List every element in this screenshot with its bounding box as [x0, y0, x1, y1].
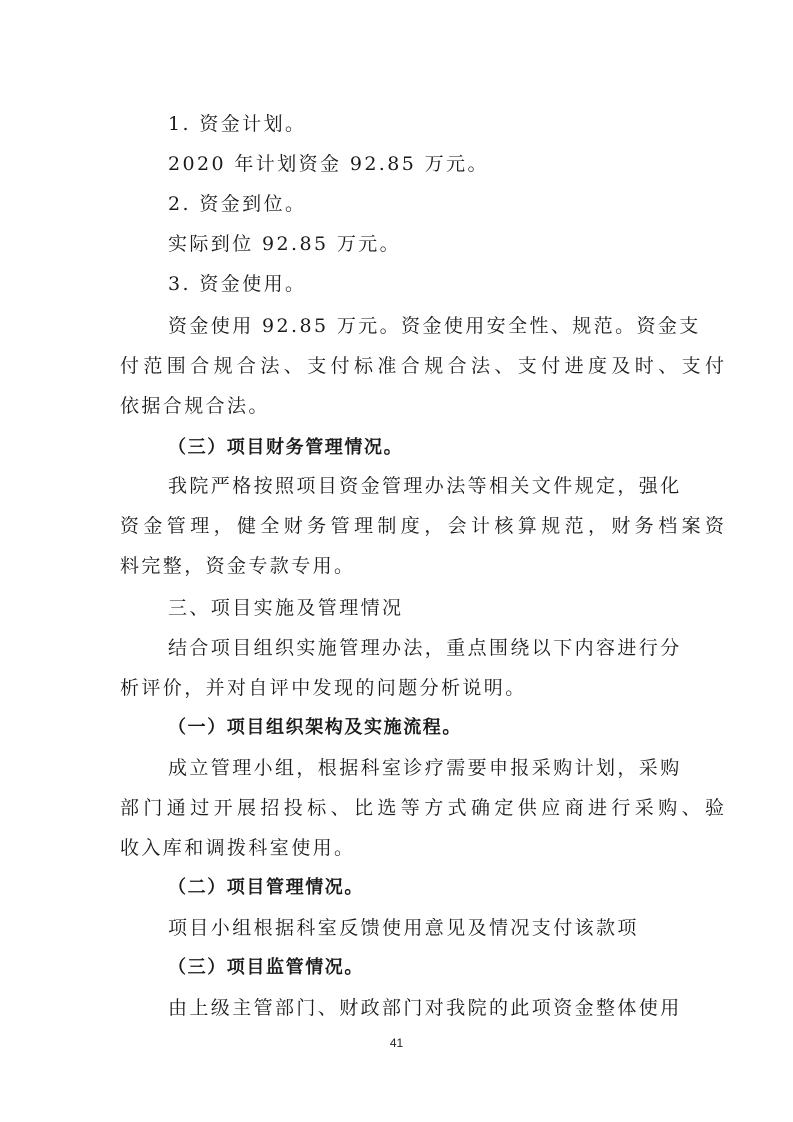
heading-supervision: （三）项目监管情况。: [168, 957, 364, 978]
item-1-fund-plan: 1. 资金计划。: [168, 113, 307, 135]
fund-usage-text-line2: 付范围合规合法、支付标准合规合法、支付进度及时、支付: [120, 355, 729, 377]
financial-management-text-line3: 料完整，资金专款专用。: [120, 555, 356, 577]
implementation-text-line2: 析评价，并对自评中发现的问题分析说明。: [120, 677, 527, 699]
item-3-fund-usage: 3. 资金使用。: [168, 273, 307, 295]
supervision-text: 由上级主管部门、财政部门对我院的此项资金整体使用: [168, 997, 682, 1019]
financial-management-text-line2: 资金管理，健全财务管理制度，会计核算规范，财务档案资: [120, 515, 729, 537]
project-management-text: 项目小组根据科室反馈使用意见及情况支付该款项: [168, 917, 639, 939]
page-number: 41: [389, 1036, 404, 1050]
organization-text-line1: 成立管理小组，根据科室诊疗需要申报采购计划，采购: [168, 757, 682, 779]
fund-plan-text: 2020 年计划资金 92.85 万元。: [168, 153, 489, 175]
heading-financial-management: （三）项目财务管理情况。: [168, 437, 404, 458]
heading-organization: （一）项目组织架构及实施流程。: [168, 717, 462, 738]
item-2-fund-arrival: 2. 资金到位。: [168, 193, 307, 215]
heading-project-management: （二）项目管理情况。: [168, 877, 364, 898]
implementation-text-line1: 结合项目组织实施管理办法，重点围绕以下内容进行分: [168, 637, 682, 659]
financial-management-text-line1: 我院严格按照项目资金管理办法等相关文件规定，强化: [168, 475, 682, 497]
fund-arrival-text: 实际到位 92.85 万元。: [168, 233, 402, 255]
organization-text-line3: 收入库和调拨科室使用。: [120, 837, 356, 859]
fund-usage-text-line1: 资金使用 92.85 万元。资金使用安全性、规范。资金支: [168, 315, 701, 337]
heading-implementation: 三、项目实施及管理情况: [168, 597, 404, 619]
organization-text-line2: 部门通过开展招投标、比选等方式确定供应商进行采购、验: [120, 797, 729, 819]
fund-usage-text-line3: 依据合规合法。: [120, 395, 270, 417]
